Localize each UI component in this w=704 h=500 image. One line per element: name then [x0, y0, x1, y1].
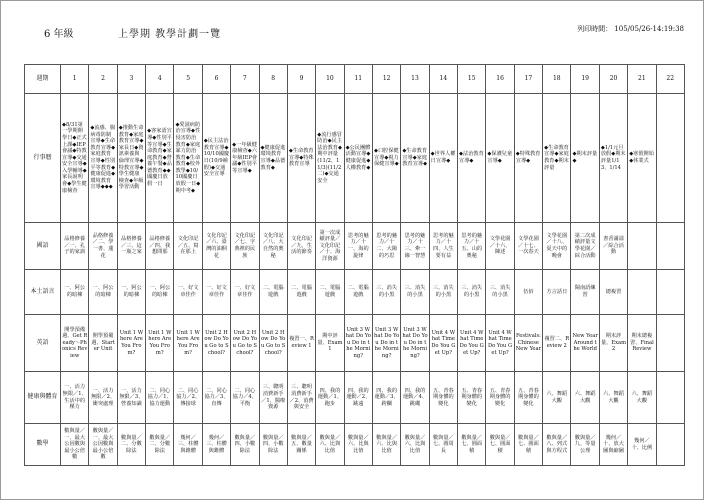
plan-cell: 三、消失的小黑 [372, 270, 400, 315]
plan-cell: 二、同心協力／4、平衡 [231, 372, 259, 424]
plan-cell: 五、青春期身體的變化 [514, 372, 542, 424]
plan-cell: ◆8/31第一學期開學日◆正式上課◆IEP會議◆特教宣導◆交通安全宣導◆入學輔導◆家長說明會◆學生健康檢查 [61, 94, 89, 223]
week-number-cell: 3 [117, 65, 145, 94]
plan-cell: 三、聰明消費新手／2、消費與安全 [287, 372, 315, 424]
plan-cell: 複習二、Review 2 [543, 315, 571, 372]
plan-cell: 品格修養／三、這一瓶之家 [117, 223, 145, 270]
plan-cell: 期末總複習、Final Review [628, 315, 656, 372]
plan-cell: ◆1/1元旦放假◆期末評量1/13、1/14 [599, 94, 627, 223]
week-number-cell: 1 [61, 65, 89, 94]
row-label: 行事曆 [25, 94, 61, 223]
week-number-cell: 17 [514, 65, 542, 94]
plan-cell: 數與量／一、最大公因數與最小公倍數 [89, 424, 117, 466]
plan-cell [656, 315, 684, 372]
plan-cell: 數與量／四、小數除法 [231, 424, 259, 466]
plan-cell: 品格修養／一、孔子的家訓 [61, 223, 89, 270]
plan-cell: 幾何／三、柱體與錐體 [202, 424, 230, 466]
plan-cell: 二、同心協力／1、協力運動 [146, 372, 174, 424]
week-header-label: 週期 [25, 65, 61, 94]
plan-cell: 四、我的運動／1、跑步 [316, 372, 344, 424]
plan-cell: 開學預備週、Starter Unit [89, 315, 117, 372]
row-events [25, 94, 685, 223]
plan-cell: ◆口腔保健宣導◆視力保健宣導◆ [372, 94, 400, 223]
plan-cell: ◆愛滋病防治宣導◆性侵害防治教育◆家庭暴力防治教育◆生命教育◆校外教學◆10/10國慶日放假一日◆期中考◆ [174, 94, 202, 223]
plan-cell: 一、好文章佳作 [174, 270, 202, 315]
plan-cell: 數與量／七、圓面積 [458, 424, 486, 466]
week-number-cell: 18 [543, 65, 571, 94]
plan-cell: 四、我的運動／4、跳繩 [401, 372, 429, 424]
plan-cell: 數與量／二、分數除法 [146, 424, 174, 466]
plan-cell: 數與量／四、小數除法 [259, 424, 287, 466]
week-number-cell: 14 [429, 65, 457, 94]
plan-cell: 思考的魅力／十四、人生要有益 [429, 223, 457, 270]
row-health [25, 372, 685, 424]
plan-cell: ◆生命教育宣導◆家庭教育宣導◆ [401, 94, 429, 223]
plan-cell: 幾何／三、柱體與錐體 [174, 424, 202, 466]
plan-cell: 一、好文章佳作 [231, 270, 259, 315]
week-number-cell: 21 [628, 65, 656, 94]
plan-cell [656, 94, 684, 223]
plan-cell: 三、消失的小黑 [458, 270, 486, 315]
plan-cell: 數與量／七、圓周長 [429, 424, 457, 466]
plan-cell: 一、活力無限／3、營養知識 [117, 372, 145, 424]
plan-cell [656, 223, 684, 270]
row-label: 國語 [25, 223, 61, 270]
plan-cell: 複習一、Review 1 [287, 315, 315, 372]
week-number-cell: 8 [259, 65, 287, 94]
plan-cell: 數與量／六、比與比值 [372, 424, 400, 466]
plan-cell: ◆客家語宣導◆性別平等宣導◆生命教育◆家庭教育◆營養午餐◆品德教育◆◆國慶日放假一日 [146, 94, 174, 223]
plan-cell [656, 270, 684, 315]
plan-cell: 第一次成績評量／文化印記／十、海洋資源 [316, 223, 344, 270]
plan-cell [656, 424, 684, 466]
plan-cell: 二、同心協力／3、直傳 [202, 372, 230, 424]
week-number-cell: 10 [316, 65, 344, 94]
plan-cell [656, 372, 684, 424]
plan-cell: ◆特殊教育宣導◆ [514, 94, 542, 223]
plan-cell: 三、聰明消費新手／1、醫療資源 [259, 372, 287, 424]
plan-cell: 一、阿公的暗棟 [61, 270, 89, 315]
week-number-cell: 9 [287, 65, 315, 94]
plan-cell: ◆一年級健康檢查◆六年級IEP會議◆性別平等宣導◆ [231, 94, 259, 223]
plan-cell: ◆生命教育宣導◆家庭教育◆期末評量 [543, 94, 571, 223]
week-number-cell: 11 [344, 65, 372, 94]
week-number-cell: 13 [401, 65, 429, 94]
plan-cell: 一、阿公的暗棟 [117, 270, 145, 315]
plan-cell: 文化印記／七、字典裡的民族 [231, 223, 259, 270]
plan-cell: 五、青春期身體的變化 [486, 372, 514, 424]
plan-cell: 期中評量、Exam 1 [316, 315, 344, 372]
plan-cell: ◆世界人權日宣導◆ [429, 94, 457, 223]
plan-cell: ◆流感、腸病毒防制宣導◆生命教育宣導◆家庭教育宣導◆性別平等教育◆健康促進◆環境教育宣導◆◆◆ [89, 94, 117, 223]
page-header [0, 0, 704, 40]
plan-cell: 思考的魅力／十二、大陽的巧思 [372, 223, 400, 270]
plan-cell: 六、舞蹈大觀 [571, 372, 599, 424]
plan-cell: Unit 4 What Time Do You Get Up? [486, 315, 514, 372]
plan-cell: 數與量／九、等量公理 [571, 424, 599, 466]
plan-cell: 思考的魅力／十三、牽一線一智慧 [401, 223, 429, 270]
plan-cell: ◆法治教育宣導◆ [458, 94, 486, 223]
plan-cell: 書香滿溢／綜合活動 [599, 223, 627, 270]
week-header-row [25, 65, 685, 94]
plan-cell: 第二次成績評量文學花園／綜合活動 [571, 223, 599, 270]
plan-cell: 數與量／七、圓面積 [514, 424, 542, 466]
plan-cell: 數與量／一、最大公因數與最小公倍數 [61, 424, 89, 466]
plan-cell: 二、電腦遊戲 [344, 270, 372, 315]
plan-cell: New Year Around the World [571, 315, 599, 372]
plan-cell: 開學預備週、Get Ready～Phonics Review [61, 315, 89, 372]
plan-cell: 一、好文章佳作 [202, 270, 230, 315]
plan-cell: 數與量／六、比與比值 [401, 424, 429, 466]
plan-cell: 三、消失的小黑 [486, 270, 514, 315]
plan-cell: 幾何／十、放大圖與縮圖 [599, 424, 627, 466]
plan-cell: 文學花園／十八、夏天中的晚會 [543, 223, 571, 270]
plan-cell: 六、舞蹈大觀 [543, 372, 571, 424]
print-time: 列印時間： 105/05/26-14:19:38 [577, 25, 684, 33]
week-number-cell: 15 [458, 65, 486, 94]
plan-cell: ◆健康促進環境教育宣導◆品德教育◆ [259, 94, 287, 223]
plan-cell: Unit 2 How Do You Go to School? [231, 315, 259, 372]
plan-cell: Unit 1 Where Are You From? [117, 315, 145, 372]
plan-cell: ◆民主法治教育宣導◆10/10國慶日(10/9補假)◆交通安全宣導 [202, 94, 230, 223]
plan-cell: 六、舞蹈大觀 [599, 372, 627, 424]
plan-cell: Unit 3 What Do You Do in the Morning? [344, 315, 372, 372]
plan-cell: 思考的魅力／十一、海的旋律 [344, 223, 372, 270]
plan-cell: 文化印記／九、生活的節奏 [287, 223, 315, 270]
week-number-cell: 6 [202, 65, 230, 94]
plan-cell: ◆流行感冒防治◆民主法治教育◆期中評量(11/2、11/3)(11/2二)◆交通安全 [316, 94, 344, 223]
plan-cell: 二、同心協力／2、傳接球 [174, 372, 202, 424]
plan-cell: 一、阿公的暗棟 [89, 270, 117, 315]
plan-cell: 五、青春期身體的變化 [429, 372, 457, 424]
plan-cell: Unit 2 How Do You Go to School? [259, 315, 287, 372]
plan-cell: 數與量／八、列式與方程式 [543, 424, 571, 466]
plan-cell: 文學花園／十六、陳述 [486, 223, 514, 270]
plan-cell: 文化印記／八、大自然的奧秘 [259, 223, 287, 270]
row-guo [25, 223, 685, 270]
page-title: 上學期 教學計劃一覽 [118, 29, 222, 40]
grade-label: 6 年級 [44, 29, 74, 40]
plan-cell: 數與量／五、數量關係 [287, 424, 315, 466]
plan-cell: ◆期末評量◆ [571, 94, 599, 223]
plan-cell: 數與量／六、比與比值 [316, 424, 344, 466]
row-label: 健康與體育 [25, 372, 61, 424]
plan-cell: Unit 1 Where Are You From? [174, 315, 202, 372]
plan-cell [628, 223, 656, 270]
plan-cell: 文化印記／五、寫在那上 [174, 223, 202, 270]
row-label: 英語 [25, 315, 61, 372]
plan-cell: 思考的魅力／十五、山的奧秘 [458, 223, 486, 270]
week-number-cell: 20 [599, 65, 627, 94]
plan-cell: 一、阿公的暗棟 [146, 270, 174, 315]
plan-cell: 品格修養／二、學一書、蓮花 [89, 223, 117, 270]
plan-cell: ◆保護兒童宣導◆ [486, 94, 514, 223]
plan-cell: 數與量／六、比與比值 [344, 424, 372, 466]
plan-cell: 總複習 [599, 270, 627, 315]
week-number-cell: 4 [146, 65, 174, 94]
plan-cell: ◆寒假開始◆休業式 [628, 94, 656, 223]
row-math [25, 424, 685, 466]
plan-cell: Unit 2 How Do You Go to School? [202, 315, 230, 372]
row-label: 本土語言 [25, 270, 61, 315]
plan-cell: 二、電腦遊戲 [259, 270, 287, 315]
plan-cell: 方言話日 [543, 270, 571, 315]
teaching-plan-table [24, 64, 685, 466]
plan-cell: 二、電腦遊戲 [287, 270, 315, 315]
plan-cell: 數與量／二、分數除法 [117, 424, 145, 466]
plan-cell: 期末評量、Exam 2 [599, 315, 627, 372]
plan-cell: 三、消失的小黑 [429, 270, 457, 315]
week-number-cell: 12 [372, 65, 400, 94]
plan-cell: 幾何／十、比例 [628, 424, 656, 466]
plan-cell: 數與量／七、圓面積 [486, 424, 514, 466]
plan-cell: 品格修養／四、我想問那 [146, 223, 174, 270]
plan-cell [628, 270, 656, 315]
plan-cell: 三、消失的小黑 [401, 270, 429, 315]
plan-cell: ◆公民團體活動宣導◆健康促進◆人權教育◆ [344, 94, 372, 223]
week-number-cell: 7 [231, 65, 259, 94]
plan-cell: Unit 3 What Do You Do in the Morning? [401, 315, 429, 372]
week-number-cell: 5 [174, 65, 202, 94]
plan-cell: Unit 4 What Time Do You Get Up? [458, 315, 486, 372]
week-number-cell: 16 [486, 65, 514, 94]
plan-cell: ◆推動生命教育◆家庭教育宣導◆家長日◆資訊素養與倫理宣導◆特教宣導◆學生健康檢查◆年級學習活動 [117, 94, 145, 223]
plan-cell: 文化印記／六、臺灣的油桐花 [202, 223, 230, 270]
plan-cell: Unit 4 What Time Do You Get Up? [429, 315, 457, 372]
plan-cell: 二、電腦遊戲 [316, 270, 344, 315]
plan-cell: 文學花園／十七、一次春天 [514, 223, 542, 270]
plan-cell: ◆生命教育宣導◆特殊教育宣導 [287, 94, 315, 223]
plan-cell: 一、活力無限／2、衝突處理 [89, 372, 117, 424]
row-label: 數學 [25, 424, 61, 466]
plan-cell: 閩南語練習 [571, 270, 599, 315]
plan-cell: 五、青春期身體的變化 [458, 372, 486, 424]
plan-cell: Unit 1 Where Are You From? [146, 315, 174, 372]
week-number-cell: 19 [571, 65, 599, 94]
row-eng [25, 315, 685, 372]
plan-cell: 伍佰 [514, 270, 542, 315]
plan-cell: Unit 3 What Do You Do in the Morning? [372, 315, 400, 372]
plan-cell: 四、我的運動／3、跨欄 [372, 372, 400, 424]
plan-cell: 四、我的運動／2、跳遠 [344, 372, 372, 424]
row-ben [25, 270, 685, 315]
week-number-cell: 22 [656, 65, 684, 94]
week-number-cell: 2 [89, 65, 117, 94]
plan-cell: 一、活力無限／1、生活中的壓力 [61, 372, 89, 424]
plan-cell: 六、舞蹈大觀 [628, 372, 656, 424]
plan-cell: Festivals: Chinese New Year [514, 315, 542, 372]
